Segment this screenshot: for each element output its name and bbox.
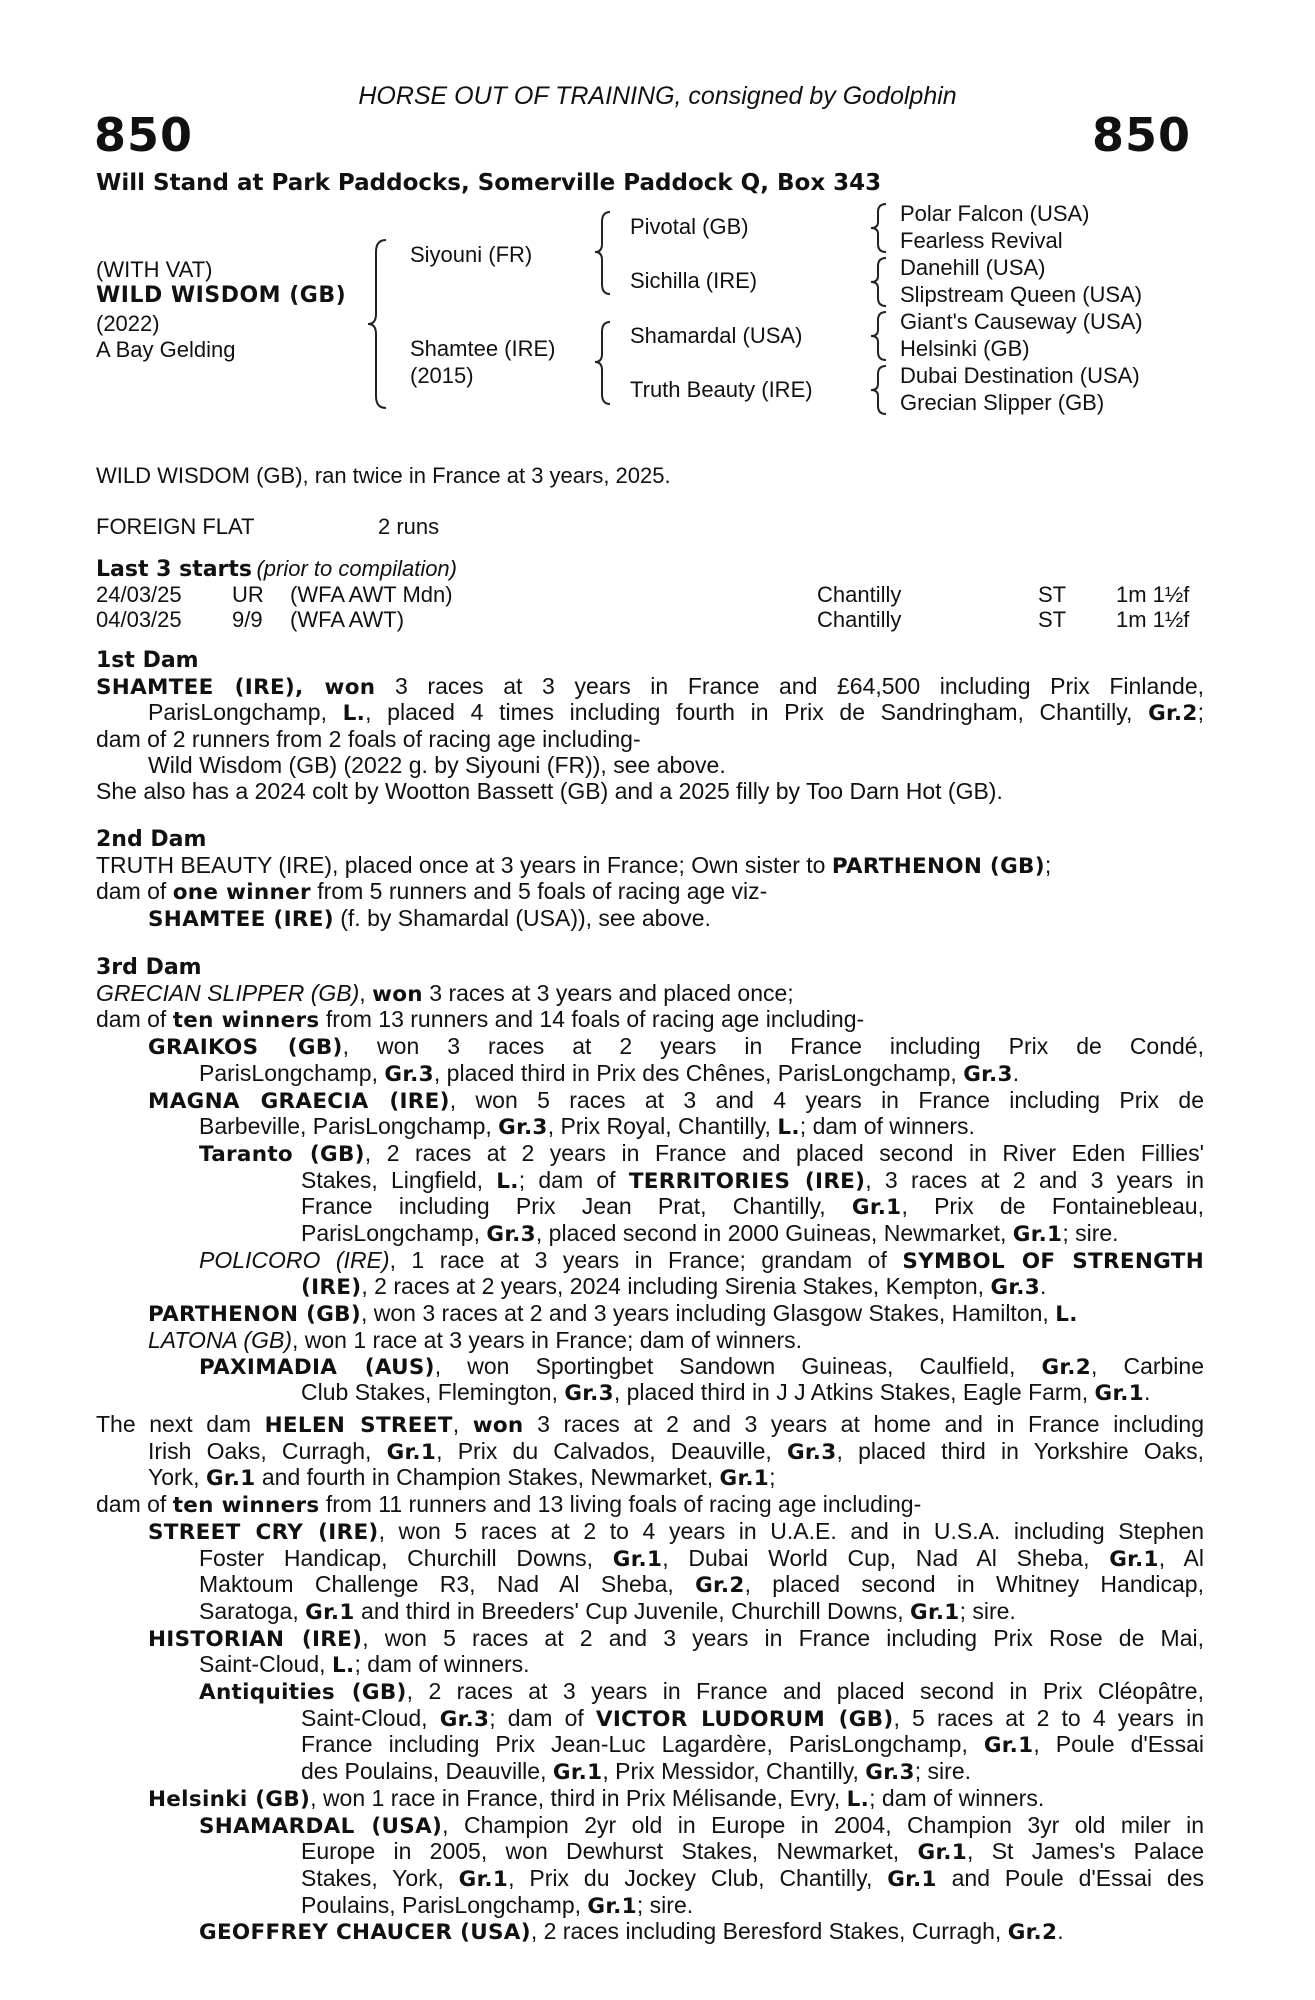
third-dam-section — [96, 955, 1204, 1407]
first-dam-line: She also has a 2024 colt by Wootton Bassett (GB) and a 2025 filly by Too Darn Hot (GB). — [96, 777, 1003, 804]
next-dam-line: Europe in 2005, won Dewhurst Stakes, Newmarket, Gr.1, St James's Palace — [301, 1838, 1205, 1866]
third-dam-line: Club Stakes, Flemington, Gr.3, placed third in J J Atkins Stakes, Eagle Farm, Gr.1. — [301, 1379, 1151, 1407]
third-dam-line: MAGNA GRAECIA (IRE), won 5 races at 3 and 4 years in France including Prix de — [148, 1086, 1204, 1114]
next-dam-line: SHAMARDAL (USA), Champion 2yr old in Europe in 2004, Champion 3yr old miler in — [199, 1811, 1204, 1839]
pedigree-ddd: Grecian Slipper (GB) — [900, 390, 1105, 415]
start-distance: 1m 1½f — [1116, 582, 1190, 607]
first-dam-section — [96, 648, 1204, 804]
next-dam-section — [96, 1412, 1204, 1946]
second-dam-line: TRUTH BEAUTY (IRE), placed once at 3 years in France; Own sister to PARTHENON (GB); — [96, 851, 1052, 879]
third-dam-line: GRECIAN SLIPPER (GB), won 3 races at 3 years and placed once; — [96, 979, 794, 1007]
start-position: 9/9 — [232, 607, 263, 632]
third-dam-line: dam of ten winners from 13 runners and 14 foals of racing age including- — [96, 1006, 865, 1034]
pedigree-dsd: Helsinki (GB) — [900, 336, 1030, 361]
next-dam-line: Antiquities (GB), 2 races at 3 years in France and placed second in Prix Cléopâtre, — [199, 1678, 1204, 1706]
third-dam-line: Barbeville, ParisLongchamp, Gr.3, Prix Royal, Chantilly, L.; dam of winners. — [199, 1113, 975, 1141]
race-summary: WILD WISDOM (GB), ran twice in France at 3 years, 2025. — [96, 463, 671, 488]
next-dam-line: dam of ten winners from 11 runners and 13 living foals of racing age including- — [96, 1491, 922, 1519]
last-starts-note: (prior to compilation) — [256, 556, 457, 581]
pedigree-sire-dam: Sichilla (IRE) — [630, 268, 758, 293]
start-course: Chantilly — [817, 582, 902, 607]
pedigree-dss: Giant's Causeway (USA) — [900, 309, 1143, 334]
next-dam-line: Irish Oaks, Curragh, Gr.1, Prix du Calvados, Deauville, Gr.3, placed third in Yorkshire Oaks, — [148, 1437, 1204, 1465]
pedigree-sire-sire: Pivotal (GB) — [630, 214, 749, 239]
third-dam-line: Taranto (GB), 2 races at 2 years in France and placed second in River Eden Fillies' — [199, 1139, 1204, 1167]
next-dam-line: York, Gr.1 and fourth in Champion Stakes, Newmarket, Gr.1; — [148, 1464, 776, 1492]
second-dam-section — [96, 827, 1204, 933]
next-dam-line: Saint-Cloud, Gr.3; dam of VICTOR LUDORUM (GB), 5 races at 2 to 4 years in — [301, 1704, 1204, 1732]
pedigree-dds: Dubai Destination (USA) — [900, 363, 1140, 388]
pedigree-ssd: Fearless Revival — [900, 228, 1063, 253]
brace-1 — [868, 200, 890, 256]
last-starts-title: Last 3 starts — [96, 557, 253, 582]
pedigree-sdd: Slipstream Queen (USA) — [900, 282, 1143, 307]
first-dam-line: Wild Wisdom (GB) (2022 g. by Siyouni (FR)), see above. — [148, 751, 726, 778]
pedigree-dam-sire: Shamardal (USA) — [630, 323, 803, 348]
next-dam-line: GEOFFREY CHAUCER (USA), 2 races including Beresford Stakes, Curragh, Gr.2. — [199, 1918, 1064, 1946]
third-dam-line: LATONA (GB), won 1 race at 3 years in France; dam of winners. — [148, 1326, 803, 1353]
next-dam-line: Helsinki (GB), won 1 race in France, third in Prix Mélisande, Evry, L.; dam of winners. — [148, 1784, 1045, 1812]
next-dam-line: Poulains, ParisLongchamp, Gr.1; sire. — [301, 1891, 694, 1919]
lot-number-right: 850 — [1092, 108, 1192, 162]
start-surface: ST — [1038, 582, 1067, 607]
horse-description: A Bay Gelding — [96, 337, 236, 362]
second-dam-heading: 2nd Dam — [96, 827, 207, 852]
start-race: (WFA AWT) — [290, 607, 405, 632]
foreign-flat-value: 2 runs — [378, 514, 440, 539]
sire-line-brace — [592, 208, 616, 298]
stand-location: Will Stand at Park Paddocks, Somerville Paddock Q, Box 343 — [96, 170, 882, 196]
pedigree-dam-dam: Truth Beauty (IRE) — [630, 377, 813, 402]
third-dam-line: PARTHENON (GB), won 3 races at 2 and 3 years including Glasgow Stakes, Hamilton, L. — [148, 1300, 1078, 1328]
last-starts-heading — [96, 556, 457, 582]
next-dam-line: HISTORIAN (IRE), won 5 races at 2 and 3 years in France including Prix Rose de Mai, — [148, 1624, 1204, 1652]
catalogue-header: HORSE OUT OF TRAINING, consigned by Godolphin — [358, 82, 957, 110]
third-dam-line: ParisLongchamp, Gr.3, placed second in 2000 Guineas, Newmarket, Gr.1; sire. — [301, 1220, 1119, 1248]
first-dam-heading: 1st Dam — [96, 648, 199, 673]
next-dam-line: Stakes, York, Gr.1, Prix du Jockey Club, Chantilly, Gr.1 and Poule d'Essai des — [301, 1864, 1205, 1892]
pedigree-dam: Shamtee (IRE) — [410, 336, 556, 361]
brace-2 — [868, 254, 890, 310]
next-dam-line: Saratoga, Gr.1 and third in Breeders' Cup Juvenile, Churchill Downs, Gr.1; sire. — [199, 1597, 1016, 1625]
dam-line-brace — [592, 318, 616, 408]
next-dam-line: Maktoum Challenge R3, Nad Al Sheba, Gr.2, placed second in Whitney Handicap, — [199, 1571, 1204, 1599]
third-dam-line: ParisLongchamp, Gr.3, placed third in Prix des Chênes, ParisLongchamp, Gr.3. — [199, 1059, 1020, 1087]
first-dam-line: ParisLongchamp, L., placed 4 times including fourth in Prix de Sandringham, Chantilly, Gr.2; — [148, 699, 1204, 727]
third-dam-line: Stakes, Lingfield, L.; dam of TERRITORIES (IRE), 3 races at 2 and 3 years in — [301, 1166, 1204, 1194]
sire-dam-brace — [364, 236, 394, 412]
pedigree-sds: Danehill (USA) — [900, 255, 1046, 280]
brace-3 — [868, 308, 890, 364]
third-dam-line: France including Prix Jean Prat, Chantilly, Gr.1, Prix de Fontainebleau, — [301, 1193, 1204, 1221]
start-date: 24/03/25 — [96, 582, 182, 607]
start-race: (WFA AWT Mdn) — [290, 582, 453, 607]
foreign-flat-label: FOREIGN FLAT — [96, 514, 255, 539]
next-dam-line: STREET CRY (IRE), won 5 races at 2 to 4 years in U.A.E. and in U.S.A. including Stephen — [148, 1517, 1204, 1545]
brace-4 — [868, 362, 890, 418]
start-surface: ST — [1038, 607, 1067, 632]
start-distance: 1m 1½f — [1116, 607, 1190, 632]
start-date: 04/03/25 — [96, 607, 182, 632]
first-dam-line: SHAMTEE (IRE), won 3 races at 3 years in France and £64,500 including Prix Finlande, — [96, 672, 1204, 700]
start-position: UR — [232, 582, 264, 607]
horse-year: (2022) — [96, 311, 160, 336]
third-dam-line: POLICORO (IRE), 1 race at 3 years in France; grandam of SYMBOL OF STRENGTH — [199, 1246, 1205, 1274]
third-dam-line: PAXIMADIA (AUS), won Sportingbet Sandown Guineas, Caulfield, Gr.2, Carbine — [199, 1352, 1205, 1380]
first-dam-line: dam of 2 runners from 2 foals of racing age including- — [96, 726, 641, 753]
next-dam-line: Foster Handicap, Churchill Downs, Gr.1, Dubai World Cup, Nad Al Sheba, Gr.1, Al — [199, 1544, 1204, 1572]
horse-name: WILD WISDOM (GB) — [96, 283, 347, 308]
third-dam-line: GRAIKOS (GB), won 3 races at 2 years in France including Prix de Condé, — [148, 1033, 1204, 1061]
next-dam-line: des Poulains, Deauville, Gr.1, Prix Messidor, Chantilly, Gr.3; sire. — [301, 1758, 972, 1786]
next-dam-line: Saint-Cloud, L.; dam of winners. — [199, 1651, 530, 1679]
pedigree-dam-year: (2015) — [410, 363, 474, 388]
vat-note: (WITH VAT) — [96, 257, 213, 282]
pedigree-sire: Siyouni (FR) — [410, 242, 533, 267]
pedigree-sss: Polar Falcon (USA) — [900, 201, 1090, 226]
second-dam-line: dam of one winner from 5 runners and 5 foals of racing age viz- — [96, 878, 768, 906]
third-dam-line: (IRE), 2 races at 2 years, 2024 including Sirenia Stakes, Kempton, Gr.3. — [301, 1273, 1047, 1301]
next-dam-line: The next dam HELEN STREET, won 3 races at 2 and 3 years at home and in France including — [96, 1411, 1204, 1438]
second-dam-line: SHAMTEE (IRE) (f. by Shamardal (USA)), see above. — [148, 905, 711, 933]
start-course: Chantilly — [817, 607, 902, 632]
third-dam-heading: 3rd Dam — [96, 955, 202, 980]
lot-number-left: 850 — [94, 108, 194, 162]
next-dam-line: France including Prix Jean-Luc Lagardère, ParisLongchamp, Gr.1, Poule d'Essai — [301, 1731, 1204, 1759]
